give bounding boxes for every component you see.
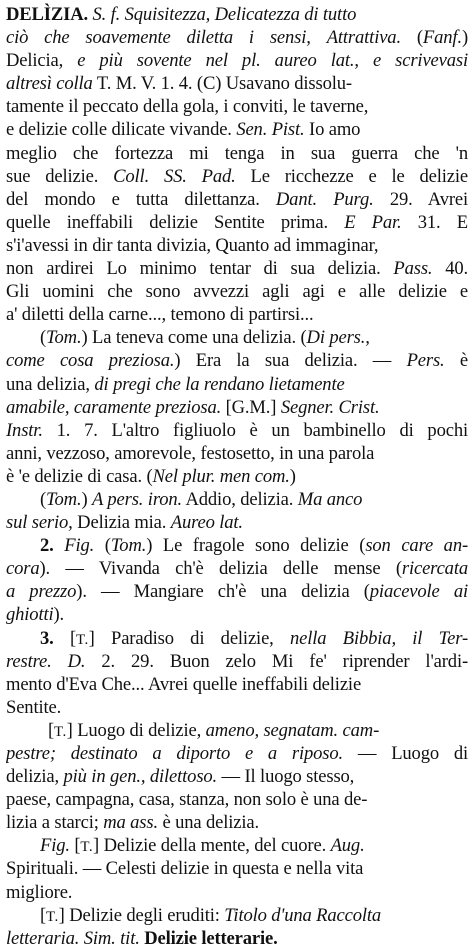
text-line: Fig. [T.] Delizie della mente, del cuore. Aug.: [40, 835, 365, 857]
text-line: non ardirei Lo minimo tentar di sua delizia. Pass. 40.: [6, 258, 468, 280]
text-line: DELÌZIA. S. f. Squisitezza, Delicatezza di tutto: [6, 4, 357, 25]
text-line: Gli uomini che sono avvezzi agli agi e alle delizie e: [6, 281, 468, 303]
text-line: tamente il peccato della gola, i conviti, le taverne,: [6, 96, 369, 118]
text-line: amabile, caramente preziosa. [G.M.] Segner. Crist.: [6, 396, 380, 418]
text-line: ciò che soavemente diletta i sensi, Attrattiva. (Fanf.): [6, 27, 468, 49]
text-line: cora). — Vivanda ch'è delizia delle mense (ricercata: [6, 558, 468, 580]
text-line: Spirituali. — Celesti delizie in questa e nella vita: [6, 858, 364, 880]
text-line: (Tom.) A pers. iron. Addio, delizia. Ma anco: [40, 488, 363, 510]
text-line: altresì colla T. M. V. 1. 4. (C) Usavano dissolu-: [6, 73, 352, 95]
text-line: 3. [T.] Paradiso di delizie, nella Bibbia, il Ter-: [40, 627, 468, 649]
text-line: 2. Fig. (Tom.) Le fragole sono delizie (son care an-: [40, 535, 468, 557]
text-line: Delicia, e più sovente nel pl. aureo lat., e scrivevasi: [6, 50, 468, 72]
text-line: una delizia, di pregi che la rendano lietamente: [6, 373, 345, 395]
text-line: [T.] Delizie degli eruditi: Titolo d'una Raccolta: [40, 904, 382, 926]
text-line: Instr. 1. 7. L'altro figliuolo è un bambinello di pochi: [6, 419, 468, 441]
text-line: sul serio, Delizia mia. Aureo lat.: [6, 512, 243, 534]
text-line: e delizie colle dilicate vivande. Sen. Pist. Io amo: [6, 119, 361, 141]
text-line: come cosa preziosa.) Era la sua delizia. — Pers. è: [6, 350, 468, 372]
text-line: s'i'avessi in dir tanta divizia, Quanto ad immaginar,: [6, 234, 379, 256]
text-line: letteraria. Sim. tit. Delizie letterarie.: [6, 927, 278, 949]
text-line: Sentite.: [6, 696, 62, 718]
text-line: paese, campagna, casa, stanza, non solo è una de-: [6, 789, 368, 811]
text-line: mento d'Eva Che... Avrei quelle ineffabili delizie: [6, 673, 362, 695]
text-line: quelle ineffabili delizie Sentite prima. E Par. 31. E: [6, 211, 468, 233]
text-line: a prezzo). — Mangiare ch'è una delizia (piacevole ai: [6, 581, 468, 603]
text-line: ghiotti).: [6, 604, 65, 626]
text-line: anni, vezzoso, amorevole, festosetto, in una parola: [6, 442, 375, 464]
text-line: meglio che fortezza mi tenga in sua guerra che 'n: [6, 142, 468, 164]
text-line: è 'e delizie di casa. (Nel plur. men com.): [6, 465, 296, 487]
text-line: a' diletti della carne..., temono di partirsi...: [6, 304, 314, 326]
text-line: (Tom.) La teneva come una delizia. (Di pers.,: [40, 327, 370, 349]
text-line: delizia, più in gen., dilettoso. — Il luogo stesso,: [6, 766, 355, 788]
text-line: [T.] Luogo di delizie, ameno, segnatam. cam-: [48, 719, 380, 741]
text-line: del mondo e tutta dilettanza. Dant. Purg. 29. Avrei: [6, 188, 468, 210]
text-line: restre. D. 2. 29. Buon zelo Mi fe' riprender l'ardi-: [6, 650, 468, 672]
text-line: migliore.: [6, 881, 73, 903]
text-line: pestre; destinato a diporto e a riposo. — Luogo di: [6, 743, 468, 764]
text-line: sue delizie. Coll. SS. Pad. Le ricchezze e le delizie: [6, 165, 468, 187]
text-line: lizia a starci; ma ass. è una delizia.: [6, 812, 259, 834]
